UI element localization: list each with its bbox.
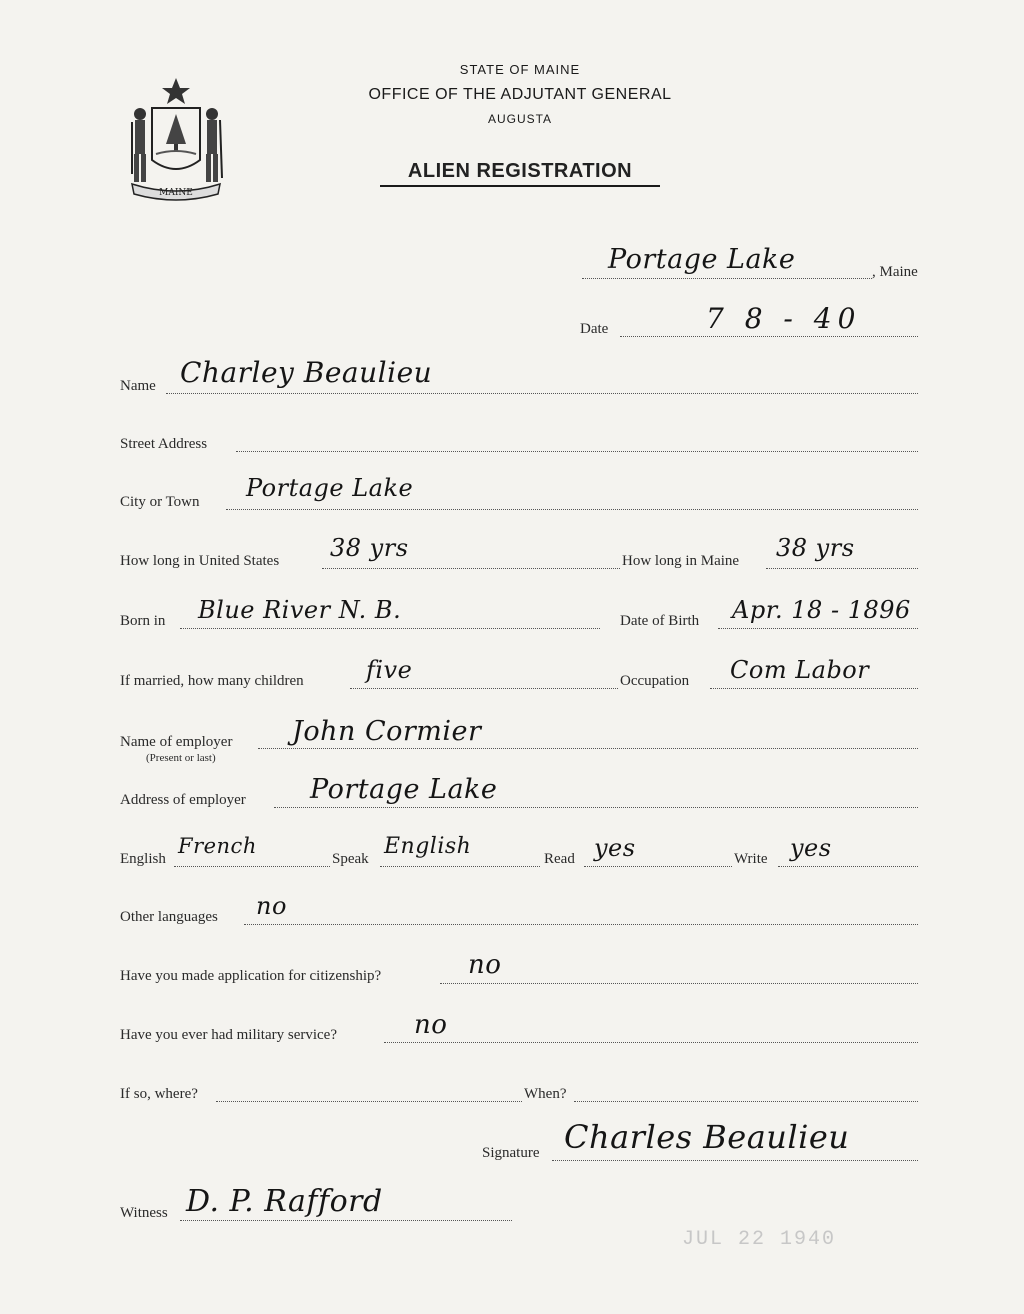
witness-line bbox=[180, 1220, 512, 1221]
place-suffix: , Maine bbox=[872, 264, 918, 280]
witness-label: Witness bbox=[120, 1205, 168, 1221]
military-line bbox=[384, 1042, 918, 1043]
employer-address-line bbox=[274, 807, 918, 808]
employer-sublabel: (Present or last) bbox=[146, 752, 216, 764]
name-label: Name bbox=[120, 378, 156, 394]
us-years-value[interactable]: 38 yrs bbox=[330, 534, 409, 562]
occupation-line bbox=[710, 688, 918, 689]
military-value[interactable]: no bbox=[414, 1010, 448, 1040]
maine-years-value[interactable]: 38 yrs bbox=[776, 534, 855, 562]
where-label: If so, where? bbox=[120, 1086, 198, 1102]
header-office: OFFICE OF THE ADJUTANT GENERAL bbox=[368, 86, 672, 103]
street-label: Street Address bbox=[120, 436, 208, 452]
other-languages-value[interactable]: no bbox=[256, 892, 287, 920]
name-line bbox=[166, 393, 918, 394]
read-value[interactable]: yes bbox=[594, 834, 636, 862]
read-label: Read bbox=[544, 851, 575, 867]
city-label: City or Town bbox=[120, 494, 200, 510]
form-title: ALIEN REGISTRATION bbox=[380, 160, 660, 187]
witness-value[interactable]: D. P. Rafford bbox=[186, 1184, 383, 1219]
write-value[interactable]: yes bbox=[790, 834, 832, 862]
city-line bbox=[226, 509, 918, 510]
dob-line bbox=[718, 628, 918, 629]
date-line bbox=[620, 336, 918, 337]
children-value[interactable]: five bbox=[366, 656, 413, 684]
place-value[interactable]: Portage Lake bbox=[608, 244, 796, 275]
read-line bbox=[584, 866, 732, 867]
employer-value[interactable]: John Cormier bbox=[292, 716, 482, 747]
employer-line bbox=[258, 748, 918, 749]
city-value[interactable]: Portage Lake bbox=[246, 474, 414, 502]
citizenship-label: Have you made application for citizenship? bbox=[120, 968, 382, 984]
date-label: Date bbox=[580, 321, 609, 337]
when-label: When? bbox=[524, 1086, 567, 1102]
write-line bbox=[778, 866, 918, 867]
citizenship-line bbox=[440, 983, 918, 984]
employer-address-label: Address of employer bbox=[120, 792, 246, 808]
place-line bbox=[582, 278, 872, 279]
english-value[interactable]: French bbox=[178, 834, 257, 858]
english-label: English bbox=[120, 851, 166, 867]
us-years-line bbox=[322, 568, 620, 569]
signature-line bbox=[552, 1160, 918, 1161]
when-line bbox=[574, 1101, 918, 1102]
where-line bbox=[216, 1101, 522, 1102]
children-label: If married, how many children bbox=[120, 673, 304, 689]
english-line bbox=[174, 866, 330, 867]
born-label: Born in bbox=[120, 613, 166, 629]
signature-label: Signature bbox=[482, 1145, 540, 1161]
maine-years-line bbox=[766, 568, 918, 569]
occupation-value[interactable]: Com Labor bbox=[730, 656, 870, 684]
occupation-label: Occupation bbox=[620, 673, 690, 689]
dob-label: Date of Birth bbox=[620, 613, 700, 629]
born-value[interactable]: Blue River N. B. bbox=[198, 596, 402, 624]
employer-address-value[interactable]: Portage Lake bbox=[310, 774, 498, 805]
maine-state-seal-icon bbox=[122, 74, 230, 202]
other-languages-label: Other languages bbox=[120, 909, 218, 925]
name-value[interactable]: Charley Beaulieu bbox=[180, 356, 433, 389]
citizenship-value[interactable]: no bbox=[468, 950, 502, 980]
other-languages-line bbox=[244, 924, 918, 925]
write-label: Write bbox=[734, 851, 768, 867]
born-line bbox=[180, 628, 600, 629]
military-label: Have you ever had military service? bbox=[120, 1027, 337, 1043]
header-city: AUGUSTA bbox=[487, 112, 553, 126]
dob-value[interactable]: Apr. 18 - 1896 bbox=[732, 596, 911, 624]
employer-label: Name of employer bbox=[120, 734, 233, 750]
children-line bbox=[350, 688, 618, 689]
speak-line bbox=[380, 866, 540, 867]
signature-value[interactable]: Charles Beaulieu bbox=[564, 1118, 850, 1156]
header-state: STATE OF MAINE bbox=[459, 62, 581, 77]
street-line bbox=[236, 451, 918, 452]
speak-label: Speak bbox=[332, 851, 369, 867]
date-value[interactable]: 7 8 - 40 bbox=[706, 302, 862, 335]
maine-years-label: How long in Maine bbox=[622, 553, 740, 569]
us-years-label: How long in United States bbox=[120, 553, 280, 569]
speak-value[interactable]: English bbox=[384, 834, 472, 859]
seal-banner-text: MAINE bbox=[159, 188, 193, 198]
received-date-stamp: JUL 22 1940 bbox=[682, 1228, 837, 1251]
